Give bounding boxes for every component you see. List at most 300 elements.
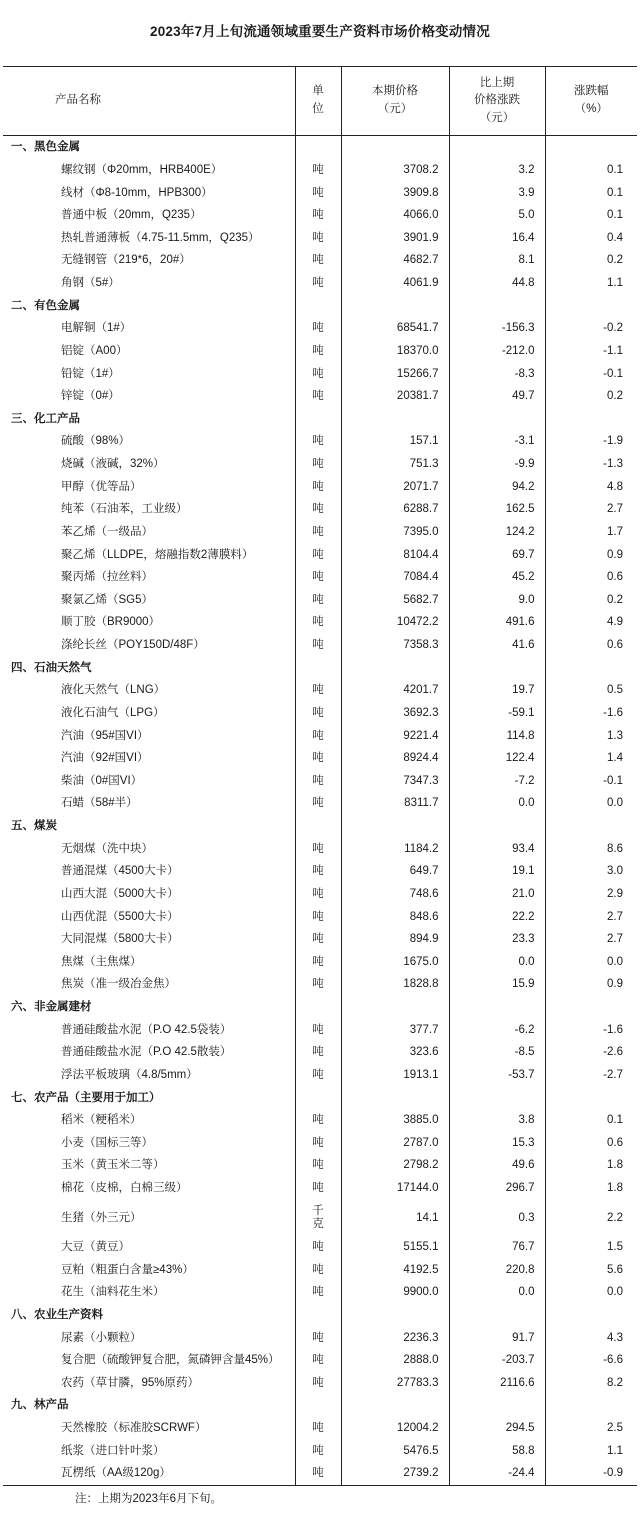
column-header-pct-line2: （%） (574, 103, 608, 116)
product-name: 聚丙烯（拉丝料） (61, 571, 153, 584)
price-change: 2116.6 (449, 1372, 545, 1395)
unit-cell: 吨 (295, 498, 341, 521)
current-price: 4682.7 (341, 249, 449, 272)
table-row (3, 1440, 637, 1463)
column-header-price-change (449, 67, 545, 136)
price-change: -59.1 (449, 702, 545, 725)
table-row (3, 1019, 637, 1042)
table-row (3, 951, 637, 974)
product-name: 棉花（皮棉，白棉三级） (61, 1182, 188, 1194)
price-change: 0.3 (449, 1200, 545, 1236)
price-change: 15.9 (449, 973, 545, 996)
change-percent: -1.9 (545, 430, 637, 453)
price-change-table (3, 66, 637, 1486)
unit-cell: 吨 (295, 1109, 341, 1132)
current-price: 3901.9 (341, 227, 449, 250)
table-header (3, 67, 637, 136)
current-price: 848.6 (341, 906, 449, 929)
price-change: 94.2 (449, 476, 545, 499)
current-price: 7358.3 (341, 634, 449, 657)
column-header-unit-line2: 位 (312, 103, 324, 116)
empty-cell (545, 295, 637, 318)
unit-cell: 吨 (295, 182, 341, 205)
product-name: 农药（草甘膦，95%原药） (61, 1376, 200, 1389)
empty-cell (341, 657, 449, 680)
change-percent: 1.8 (545, 1154, 637, 1177)
price-change: 491.6 (449, 611, 545, 634)
column-header-unit (295, 67, 341, 136)
table-row (3, 589, 637, 612)
current-price: 649.7 (341, 860, 449, 883)
table-row (3, 1064, 637, 1087)
empty-cell (449, 1304, 545, 1327)
empty-cell (341, 295, 449, 318)
price-change: 162.5 (449, 498, 545, 521)
price-change: -8.3 (449, 363, 545, 386)
price-change: 220.8 (449, 1259, 545, 1282)
table-row (3, 792, 637, 815)
price-change: -9.9 (449, 453, 545, 476)
price-change: 0.0 (449, 1281, 545, 1304)
table-group-row (3, 295, 637, 318)
price-change: 49.7 (449, 385, 545, 408)
unit-cell: 吨 (295, 521, 341, 544)
unit-cell: 吨 (295, 906, 341, 929)
empty-cell (295, 1087, 341, 1110)
price-change: 124.2 (449, 521, 545, 544)
unit-cell: 吨 (295, 792, 341, 815)
column-header-price-line1: 本期价格 (372, 85, 418, 98)
current-price: 68541.7 (341, 317, 449, 340)
price-change: 5.0 (449, 204, 545, 227)
empty-cell (341, 1394, 449, 1417)
unit-cell: 吨 (295, 725, 341, 748)
table-row (3, 544, 637, 567)
empty-cell (295, 408, 341, 431)
empty-cell (545, 408, 637, 431)
table-row (3, 679, 637, 702)
unit-cell: 吨 (295, 249, 341, 272)
price-change: 15.3 (449, 1132, 545, 1155)
price-change: 0.0 (449, 792, 545, 815)
change-percent: 1.8 (545, 1177, 637, 1200)
empty-cell (341, 996, 449, 1019)
product-name: 烧碱（液碱，32%） (61, 458, 165, 470)
table-row (3, 363, 637, 386)
table-group-row (3, 996, 637, 1019)
price-change: 9.0 (449, 589, 545, 612)
empty-cell (449, 657, 545, 680)
table-row (3, 860, 637, 883)
unit-cell: 吨 (295, 1019, 341, 1042)
empty-cell (295, 1394, 341, 1417)
price-change: 19.7 (449, 679, 545, 702)
table-row (3, 317, 637, 340)
product-name: 稻米（粳稻米） (61, 1114, 142, 1127)
price-change: 49.6 (449, 1154, 545, 1177)
unit-cell: 吨 (295, 1417, 341, 1440)
column-header-unit-line1: 单 (312, 85, 324, 98)
table-row (3, 566, 637, 589)
table-row (3, 385, 637, 408)
current-price: 9221.4 (341, 725, 449, 748)
unit-cell: 吨 (295, 430, 341, 453)
change-percent: 0.4 (545, 227, 637, 250)
price-change: 19.1 (449, 860, 545, 883)
group-label: 三、化工产品 (11, 412, 80, 425)
group-label: 六、非金属建材 (11, 1001, 92, 1013)
table-row (3, 249, 637, 272)
product-name: 螺纹钢（Φ20mm，HRB400E） (61, 163, 223, 176)
empty-cell (341, 1087, 449, 1110)
price-change: -53.7 (449, 1064, 545, 1087)
table-row (3, 182, 637, 205)
change-percent: 0.5 (545, 679, 637, 702)
current-price: 4192.5 (341, 1259, 449, 1282)
change-percent: -0.1 (545, 363, 637, 386)
unit-cell: 吨 (295, 1440, 341, 1463)
empty-cell (295, 657, 341, 680)
product-name: 玉米（黄玉米二等） (61, 1159, 165, 1172)
table-row (3, 1200, 637, 1236)
change-percent: 4.3 (545, 1327, 637, 1350)
product-name: 浮法平板玻璃（4.8/5mm） (61, 1068, 198, 1081)
price-change: -8.5 (449, 1041, 545, 1064)
unit-cell: 吨 (295, 1154, 341, 1177)
price-change: -24.4 (449, 1462, 545, 1485)
unit-cell: 吨 (295, 679, 341, 702)
group-label: 四、石油天然气 (11, 661, 92, 674)
table-row (3, 973, 637, 996)
column-header-change-line2: 价格涨跌 (474, 94, 520, 107)
current-price: 894.9 (341, 928, 449, 951)
price-change: 22.2 (449, 906, 545, 929)
unit-cell: 吨 (295, 928, 341, 951)
change-percent: 0.2 (545, 249, 637, 272)
current-price: 1675.0 (341, 951, 449, 974)
unit-cell: 吨 (295, 702, 341, 725)
current-price: 2787.0 (341, 1132, 449, 1155)
table-row (3, 272, 637, 295)
unit-cell: 吨 (295, 838, 341, 861)
table-row (3, 340, 637, 363)
product-name: 角钢（5#） (61, 277, 120, 289)
table-row (3, 702, 637, 725)
empty-cell (449, 136, 545, 159)
unit-cell: 吨 (295, 1236, 341, 1259)
group-label: 八、农业生产资料 (11, 1308, 103, 1321)
change-percent: -6.6 (545, 1349, 637, 1372)
product-name: 锌锭（0#） (61, 390, 120, 403)
change-percent: -2.7 (545, 1064, 637, 1087)
unit-cell: 吨 (295, 340, 341, 363)
empty-cell (449, 815, 545, 838)
product-name: 顺丁胶（BR9000） (61, 616, 161, 629)
current-price: 5155.1 (341, 1236, 449, 1259)
table-group-row (3, 815, 637, 838)
unit-cell: 吨 (295, 589, 341, 612)
current-price: 377.7 (341, 1019, 449, 1042)
price-change: 8.1 (449, 249, 545, 272)
change-percent: 8.2 (545, 1372, 637, 1395)
product-name: 线材（Φ8-10mm，HPB300） (61, 186, 213, 199)
table-row (3, 159, 637, 182)
table-row (3, 1109, 637, 1132)
table-row (3, 1462, 637, 1485)
price-change: 3.8 (449, 1109, 545, 1132)
price-change: -203.7 (449, 1349, 545, 1372)
unit-cell: 吨 (295, 1041, 341, 1064)
table-row (3, 883, 637, 906)
column-header-change-line1: 比上期 (479, 76, 515, 89)
empty-cell (449, 1394, 545, 1417)
table-row (3, 1417, 637, 1440)
column-header-current-price (341, 67, 449, 136)
table-note: 注：上期为2023年6月下旬。 (75, 1492, 222, 1505)
price-change: 3.2 (449, 159, 545, 182)
price-change: 45.2 (449, 566, 545, 589)
price-change: -3.1 (449, 430, 545, 453)
table-row (3, 1259, 637, 1282)
current-price: 1828.8 (341, 973, 449, 996)
change-percent: 0.1 (545, 159, 637, 182)
current-price: 3692.3 (341, 702, 449, 725)
price-change: 296.7 (449, 1177, 545, 1200)
change-percent: -0.9 (545, 1462, 637, 1485)
table-row (3, 430, 637, 453)
current-price: 20381.7 (341, 385, 449, 408)
price-change: 16.4 (449, 227, 545, 250)
product-name: 涤纶长丝（POY150D/48F） (61, 639, 205, 651)
change-percent: -0.2 (545, 317, 637, 340)
change-percent: -1.3 (545, 453, 637, 476)
unit-cell: 吨 (295, 566, 341, 589)
empty-cell (295, 815, 341, 838)
price-change: -6.2 (449, 1019, 545, 1042)
price-change: 23.3 (449, 928, 545, 951)
unit-cell: 吨 (295, 1132, 341, 1155)
page-title: 2023年7月上旬流通领域重要生产资料市场价格变动情况 (150, 24, 490, 39)
table-row (3, 498, 637, 521)
group-label: 五、煤炭 (11, 820, 57, 832)
change-percent: 0.1 (545, 1109, 637, 1132)
current-price: 5476.5 (341, 1440, 449, 1463)
change-percent: 0.6 (545, 1132, 637, 1155)
table-row (3, 906, 637, 929)
current-price: 8104.4 (341, 544, 449, 567)
product-name: 焦煤（主焦煤） (61, 955, 142, 968)
product-name: 聚氯乙烯（SG5） (61, 593, 154, 606)
unit-char: 千 (312, 1204, 324, 1217)
current-price: 2798.2 (341, 1154, 449, 1177)
change-percent: 4.8 (545, 476, 637, 499)
unit-cell: 吨 (295, 634, 341, 657)
change-percent: 3.0 (545, 860, 637, 883)
empty-cell (545, 136, 637, 159)
product-name: 普通硅酸盐水泥（P.O 42.5袋装） (61, 1023, 232, 1036)
table-row (3, 204, 637, 227)
unit-cell: 吨 (295, 883, 341, 906)
empty-cell (295, 996, 341, 1019)
current-price: 5682.7 (341, 589, 449, 612)
unit-cell: 吨 (295, 453, 341, 476)
unit-cell: 吨 (295, 476, 341, 499)
unit-cell: 吨 (295, 1372, 341, 1395)
group-label: 九、林产品 (11, 1399, 69, 1412)
table-row (3, 634, 637, 657)
product-name: 小麦（国标三等） (61, 1136, 153, 1149)
product-name: 纯苯（石油苯，工业级） (61, 503, 188, 516)
empty-cell (341, 1304, 449, 1327)
product-name: 硫酸（98%） (61, 435, 131, 448)
price-change: 76.7 (449, 1236, 545, 1259)
unit-cell: 吨 (295, 1064, 341, 1087)
change-percent: 0.0 (545, 792, 637, 815)
unit-cell: 吨 (295, 204, 341, 227)
product-name: 柴油（0#国VI） (61, 774, 143, 787)
empty-cell (341, 136, 449, 159)
product-name: 普通硅酸盐水泥（P.O 42.5散装） (61, 1046, 232, 1059)
price-change: 21.0 (449, 883, 545, 906)
current-price: 4066.0 (341, 204, 449, 227)
product-name: 汽油（92#国VI） (61, 752, 149, 765)
table-row (3, 1281, 637, 1304)
product-name: 天然橡胶（标准胶SCRWF） (61, 1422, 207, 1435)
product-name: 普通中板（20mm，Q235） (61, 209, 202, 222)
product-name: 焦炭（准一级冶金焦） (61, 978, 176, 991)
change-percent: -1.1 (545, 340, 637, 363)
current-price: 3909.8 (341, 182, 449, 205)
product-name: 铅锭（1#） (61, 367, 120, 380)
current-price: 1913.1 (341, 1064, 449, 1087)
unit-cell (295, 1200, 341, 1236)
unit-cell: 吨 (295, 1327, 341, 1350)
price-change: 93.4 (449, 838, 545, 861)
table-row (3, 227, 637, 250)
change-percent: 0.0 (545, 1281, 637, 1304)
unit-cell: 吨 (295, 385, 341, 408)
product-name: 聚乙烯（LLDPE，熔融指数2薄膜料） (61, 548, 254, 561)
product-name: 山西优混（5500大卡） (61, 910, 179, 923)
product-name: 复合肥（硫酸钾复合肥，氮磷钾含量45%） (61, 1354, 280, 1367)
change-percent: 0.9 (545, 973, 637, 996)
unit-cell: 吨 (295, 973, 341, 996)
current-price: 4201.7 (341, 679, 449, 702)
empty-cell (545, 657, 637, 680)
table-body (3, 136, 637, 1486)
unit-cell: 吨 (295, 770, 341, 793)
current-price: 17144.0 (341, 1177, 449, 1200)
table-row (3, 725, 637, 748)
current-price: 12004.2 (341, 1417, 449, 1440)
change-percent: -0.1 (545, 770, 637, 793)
current-price: 4061.9 (341, 272, 449, 295)
product-name: 生猪（外三元） (61, 1211, 142, 1224)
current-price: 2888.0 (341, 1349, 449, 1372)
unit-cell: 吨 (295, 951, 341, 974)
unit-cell: 吨 (295, 363, 341, 386)
current-price: 323.6 (341, 1041, 449, 1064)
price-change: -156.3 (449, 317, 545, 340)
current-price: 7347.3 (341, 770, 449, 793)
current-price: 748.6 (341, 883, 449, 906)
change-percent: 1.1 (545, 272, 637, 295)
empty-cell (545, 996, 637, 1019)
current-price: 8924.4 (341, 747, 449, 770)
current-price: 15266.7 (341, 363, 449, 386)
empty-cell (449, 996, 545, 1019)
unit-cell: 吨 (295, 747, 341, 770)
product-name: 甲醇（优等品） (61, 480, 142, 493)
empty-cell (341, 815, 449, 838)
change-percent: 2.2 (545, 1200, 637, 1236)
current-price: 3885.0 (341, 1109, 449, 1132)
table-group-row (3, 1087, 637, 1110)
column-header-change-line3: （元） (479, 112, 515, 125)
table-row (3, 453, 637, 476)
current-price: 2739.2 (341, 1462, 449, 1485)
empty-cell (295, 1304, 341, 1327)
change-percent: 0.1 (545, 204, 637, 227)
unit-cell: 吨 (295, 611, 341, 634)
price-change: 44.8 (449, 272, 545, 295)
product-name: 豆粕（粗蛋白含量≥43%） (61, 1263, 194, 1276)
unit-cell: 吨 (295, 227, 341, 250)
unit-char: 克 (312, 1217, 324, 1230)
change-percent: 1.4 (545, 747, 637, 770)
current-price: 27783.3 (341, 1372, 449, 1395)
table-group-row (3, 408, 637, 431)
current-price: 7084.4 (341, 566, 449, 589)
empty-cell (449, 1087, 545, 1110)
table-group-row (3, 136, 637, 159)
empty-cell (545, 1394, 637, 1417)
unit-cell: 吨 (295, 1259, 341, 1282)
table-group-row (3, 657, 637, 680)
change-percent: 0.6 (545, 634, 637, 657)
product-name: 液化石油气（LPG） (61, 706, 165, 719)
product-name: 尿素（小颗粒） (61, 1331, 142, 1344)
table-row (3, 476, 637, 499)
change-percent: 2.9 (545, 883, 637, 906)
change-percent: 2.7 (545, 928, 637, 951)
product-name: 铝锭（A00） (61, 344, 128, 357)
current-price: 8311.7 (341, 792, 449, 815)
column-header-product-name: 产品名称 (3, 67, 295, 136)
unit-cell: 吨 (295, 1177, 341, 1200)
change-percent: 1.1 (545, 1440, 637, 1463)
column-header-price-line2: （元） (377, 103, 413, 116)
group-label: 二、有色金属 (11, 299, 80, 312)
change-percent: -2.6 (545, 1041, 637, 1064)
price-change: 41.6 (449, 634, 545, 657)
product-name: 石蜡（58#半） (61, 797, 138, 810)
current-price: 3708.2 (341, 159, 449, 182)
current-price: 1184.2 (341, 838, 449, 861)
price-change: 58.8 (449, 1440, 545, 1463)
product-name: 无烟煤（洗中块） (61, 842, 153, 855)
product-name: 山西大混（5000大卡） (61, 887, 179, 900)
table-row (3, 1372, 637, 1395)
unit-cell: 吨 (295, 317, 341, 340)
product-name: 瓦楞纸（AA级120g） (3, 1462, 295, 1485)
price-change: 0.0 (449, 951, 545, 974)
unit-cell: 吨 (295, 860, 341, 883)
change-percent: 2.7 (545, 906, 637, 929)
price-change: 114.8 (449, 725, 545, 748)
product-name: 汽油（95#国VI） (61, 729, 149, 742)
price-change: 69.7 (449, 544, 545, 567)
